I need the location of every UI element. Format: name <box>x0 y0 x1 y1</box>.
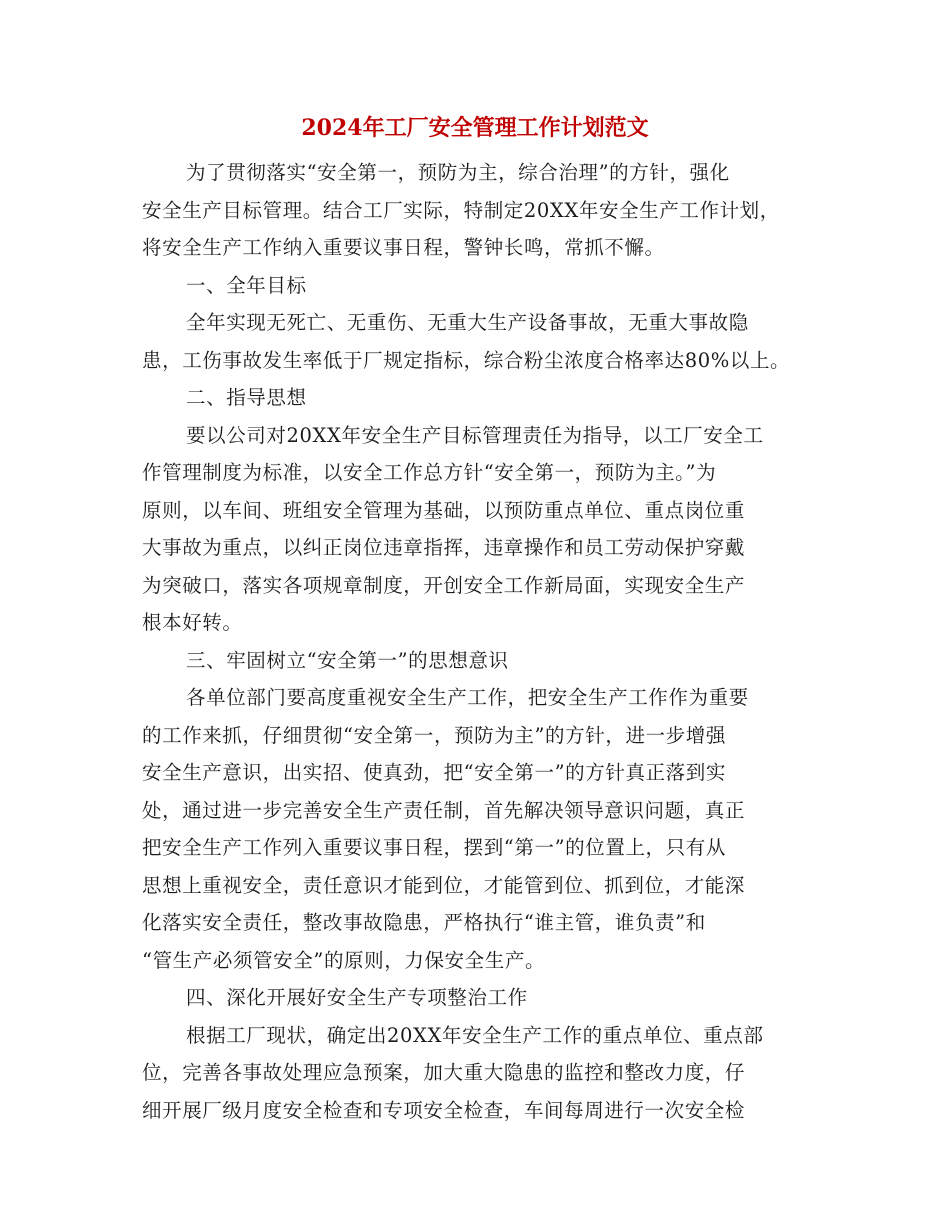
body-line: 的工作来抓，仔细贯彻“安全第一，预防为主”的方针，进一步增强 <box>142 723 726 747</box>
body-line: 大事故为重点，以纠正岗位违章指挥，违章操作和员工劳动保护穿戴 <box>142 536 746 559</box>
body-line: 处，通过进一步完善安全生产责任制，首先解决领导意识问题，真正 <box>142 798 746 822</box>
document-title: 2024年工厂安全管理工作计划范文 <box>301 115 649 141</box>
body-line: 细开展厂级月度安全检查和专项安全检查，车间每周进行一次安全检 <box>142 1098 746 1122</box>
body-line: 化落实安全责任，整改事故隐患，严格执行“谁主管，谁负责”和 <box>142 911 706 934</box>
body-line: 把安全生产工作列入重要议事日程，摆到“第一”的位置上，只有从 <box>142 836 726 859</box>
body-line: 思想上重视安全，责任意识才能到位，才能管到位、抓到位，才能深 <box>142 873 746 897</box>
body-line: 全年实现无死亡、无重伤、无重大生产设备事故，无重大事故隐 <box>186 311 749 334</box>
body-line: 各单位部门要高度重视安全生产工作，把安全生产工作作为重要 <box>186 686 749 709</box>
body-line: 安全生产目标管理。结合工厂实际，特制定20XX年安全生产工作计划， <box>142 198 780 222</box>
body-line: “管生产必须管安全”的原则，力保安全生产。 <box>142 948 546 972</box>
body-line: 患，工伤事故发生率低于厂规定指标，综合粉尘浓度合格率达80%以上。 <box>142 348 791 372</box>
body-line: 将安全生产工作纳入重要议事日程，警钟长鸣，常抓不懈。 <box>142 236 665 259</box>
body-line: 四、深化开展好安全生产专项整治工作 <box>186 986 528 1009</box>
body-line: 位，完善各事故处理应急预案，加大重大隐患的监控和整改力度，仔 <box>142 1061 746 1084</box>
body-line: 二、指导思想 <box>186 386 307 409</box>
body-line: 根本好转。 <box>142 611 243 634</box>
body-line: 根据工厂现状，确定出20XX年安全生产工作的重点单位、重点部 <box>186 1023 764 1047</box>
body-line: 为了贯彻落实“安全第一，预防为主，综合治理”的方针，强化 <box>186 161 730 184</box>
body-line: 要以公司对20XX年安全生产目标管理责任为指导，以工厂安全工 <box>186 423 764 447</box>
body-line: 三、牢固树立“安全第一”的思想意识 <box>186 648 509 672</box>
body-line: 为突破口，落实各项规章制度，开创安全工作新局面，实现安全生产 <box>142 573 746 597</box>
body-line: 一、全年目标 <box>186 273 307 297</box>
document-body <box>142 154 842 1129</box>
body-line: 安全生产意识，出实招、使真劲，把“安全第一”的方针真正落到实 <box>142 761 726 784</box>
body-line: 作管理制度为标准，以安全工作总方针“安全第一，预防为主。”为 <box>142 461 717 484</box>
body-line: 原则，以车间、班组安全管理为基础，以预防重点单位、重点岗位重 <box>142 498 746 522</box>
